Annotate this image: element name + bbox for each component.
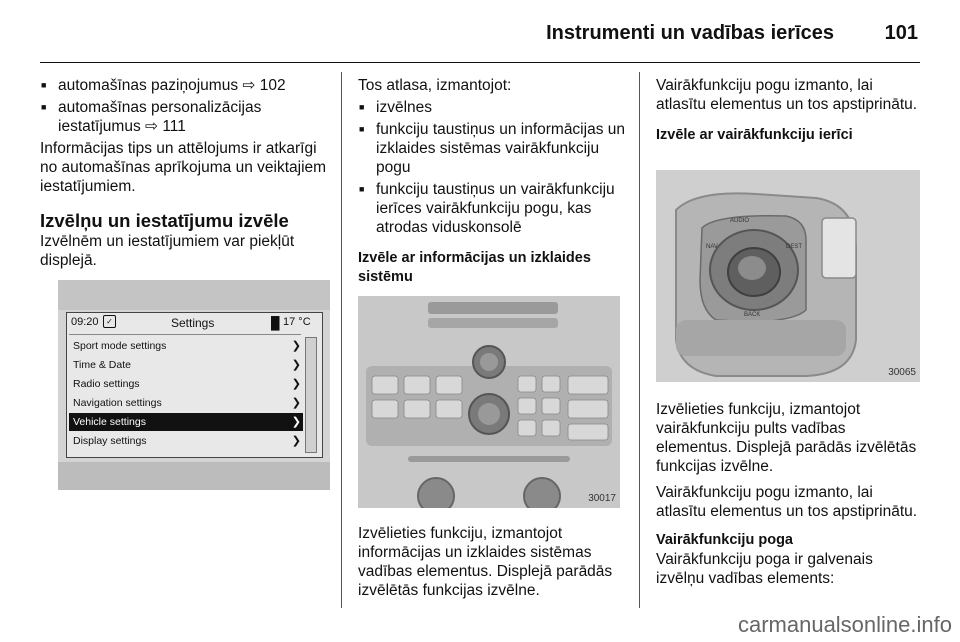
column-divider [341, 72, 342, 608]
section-heading: Izvēlņu un iestatījumu izvēle [40, 210, 289, 231]
page-ref: 111 [162, 118, 186, 135]
column-2 [358, 76, 634, 287]
back-button-label: BACK [744, 312, 761, 318]
chevron-right-icon: ❯ [291, 359, 301, 371]
dest-button-label: DEST [786, 244, 803, 250]
display-menu-item[interactable]: Navigation settings ❯ [69, 394, 303, 412]
infotainment-panel-illustration [358, 296, 620, 508]
display-menu-item[interactable]: Sport mode settings ❯ [69, 337, 303, 355]
multifunction-device-illustration [656, 170, 920, 382]
infotainment-panel-photo [358, 296, 620, 508]
page-ref-icon: ⇨ [242, 77, 256, 94]
page-header [40, 16, 920, 64]
subsection-heading: Izvēle ar vairākfunkciju ierīci [656, 127, 853, 143]
paragraph: Vairākfunkciju pogu izmanto, lai atlasītu elementus un tos apstiprinātu. [656, 484, 918, 520]
column-1 [40, 76, 332, 270]
column-2-lower [358, 524, 634, 600]
display-menu-item[interactable]: Vehicle settings ❯ [69, 413, 303, 431]
paragraph: Tos atlasa, izmantojot: [358, 77, 512, 94]
chevron-right-icon: ❯ [291, 435, 301, 447]
display-menu-item[interactable]: Display settings ❯ [69, 432, 303, 450]
settings-display [66, 312, 323, 458]
list-item: ■ automašīnas paziņojumus ⇨ 102 [40, 76, 332, 95]
paragraph: Vairākfunkciju pogu izmanto, lai atlasītu elementus un tos apstiprinātu. [656, 77, 918, 113]
display-scrollbar[interactable] [305, 337, 317, 453]
chevron-right-icon: ❯ [291, 397, 301, 409]
clock-sync-icon: ✓ [103, 315, 116, 328]
list-item: ■ izvēlnes [358, 98, 634, 117]
paragraph: Izvēlieties funkciju, izmantojot informācijas un izklaides sistēmas vadības elementus. Displejā parādās izvēlētās funkcijas izvēlne. [358, 525, 613, 599]
figure-number: 30065 [888, 367, 916, 378]
page-ref: 102 [259, 77, 286, 94]
list-item: ■ funkciju taustiņus un informācijas un izklaides sistēmas vairākfunkciju pogu [358, 120, 634, 177]
page-number: 101 [884, 22, 918, 44]
paragraph: Informācijas tips un attēlojums ir atkarīgi no automašīnas aprīkojuma un veiktajiem iestatījumiem. [40, 140, 327, 195]
display-title: Settings [171, 316, 215, 330]
display-divider [69, 334, 301, 335]
chevron-right-icon: ❯ [291, 416, 301, 428]
subsection-heading: Izvēle ar informācijas un izklaides sistēmu [358, 250, 591, 285]
chevron-right-icon: ❯ [291, 378, 301, 390]
subsection-heading: Vairākfunkciju poga [656, 532, 793, 548]
paragraph: Vairākfunkciju poga ir galvenais izvēlņu vadības elements: [656, 551, 873, 587]
display-status-bar [67, 313, 322, 333]
list-item: ■ automašīnas personalizācijas iestatījumus ⇨ 111 [40, 98, 332, 136]
figure-number: 30017 [588, 493, 616, 504]
nav-button-label: NAV [706, 244, 718, 250]
page-title: Instrumenti un vadības ierīces [546, 22, 834, 44]
header-rule [40, 62, 920, 63]
chevron-right-icon: ❯ [291, 340, 301, 352]
page-ref-icon: ⇨ [145, 118, 159, 135]
display-temperature: 17 °C [283, 316, 311, 328]
display-time: 09:20 [71, 316, 99, 328]
column-3-lower [656, 400, 920, 588]
paragraph: Izvēlnēm un iestatījumiem var piekļūt displejā. [40, 233, 295, 269]
display-menu-item[interactable]: Radio settings ❯ [69, 375, 303, 393]
audio-button-label: AUDIO [730, 218, 750, 224]
multifunction-device-photo [656, 170, 920, 382]
list-item: ■ funkciju taustiņus un vairākfunkciju ierīces vairākfunkciju pogu, kas atrodas viduskonsolē [358, 180, 634, 237]
paragraph: Izvēlieties funkciju, izmantojot vairākfunkciju pults vadības elementus. Displejā parādās izvēlētās funkcijas izvēlne. [656, 401, 917, 475]
display-menu-item[interactable]: Time & Date ❯ [69, 356, 303, 374]
thermometer-icon: █ [271, 316, 280, 330]
watermark: carmanualsonline.info [737, 612, 952, 637]
column-divider [639, 72, 640, 608]
column-3 [656, 76, 920, 145]
